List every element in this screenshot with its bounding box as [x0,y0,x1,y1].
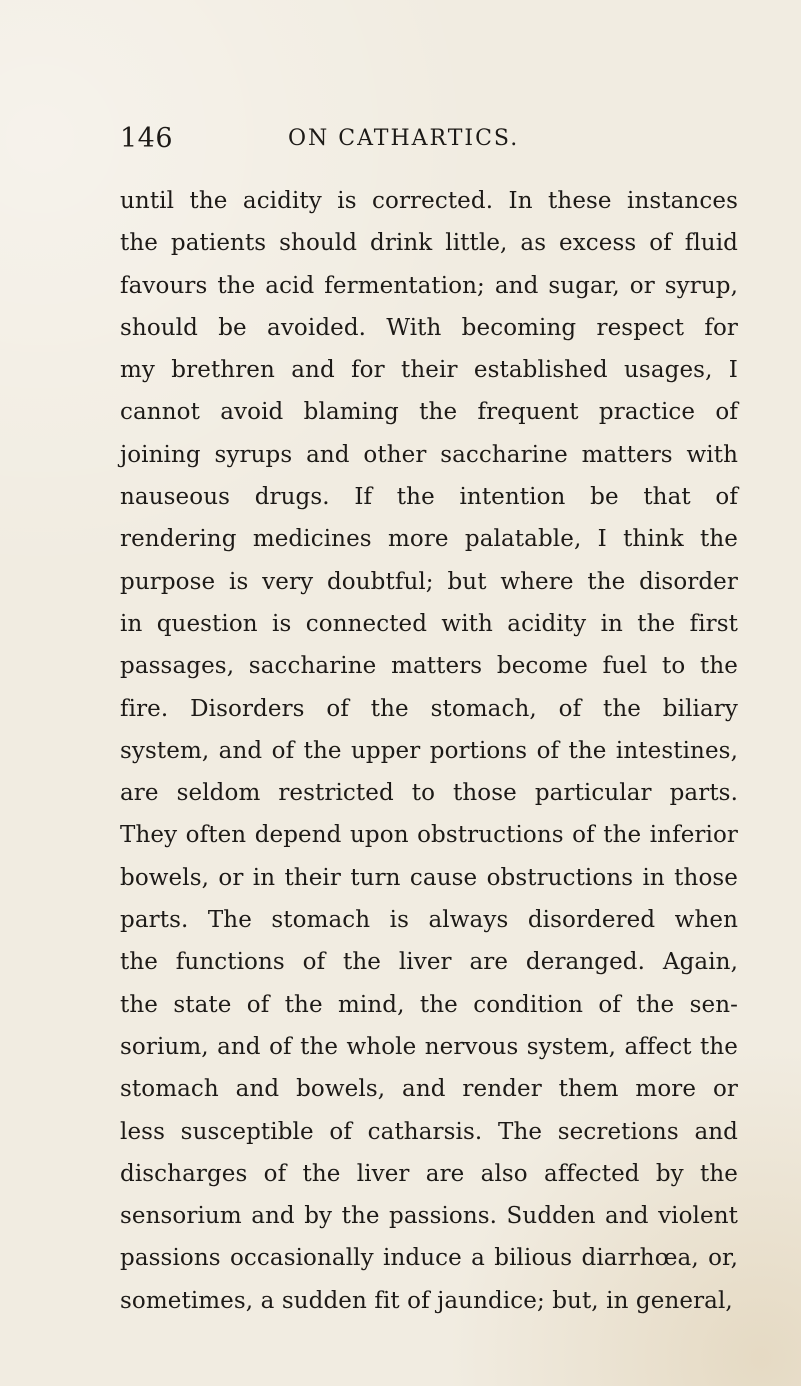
text-line: the state of the mind, the condition of the sen- [120,991,738,1018]
text-line: bowels, or in their turn cause obstructions in those [120,864,738,891]
text-line: cannot avoid blaming the frequent practice of [120,399,738,426]
text-line: until the acidity is corrected. In these instances [120,188,738,214]
text-line: sorium, and of the whole nervous system, affect the [120,1033,738,1060]
text-line: passions occasionally induce a bilious diarrhœa, or, [120,1245,738,1272]
text-line: nauseous drugs. If the intention be that of [120,484,738,511]
text-line: system, and of the upper portions of the intestines, [120,737,738,764]
text-line: rendering medicines more palatable, I think the [120,526,738,553]
text-line: the patients should drink little, as excess of fluid [120,230,738,257]
text-line: my brethren and for their established usages, I [120,357,738,384]
text-line: parts. The stomach is always disordered when [120,907,738,934]
text-line: passages, saccharine matters become fuel to the [120,653,738,680]
text-line: purpose is very doubtful; but where the disorder [120,568,738,595]
body-text [120,180,738,1322]
page-header [0,118,801,160]
text-line: in question is connected with acidity in the first [120,610,738,637]
text-line: favours the acid fermentation; and sugar, or syrup, [120,272,738,299]
text-line: sometimes, a sudden fit of jaundice; but, in general, [120,1287,733,1314]
text-line: are seldom restricted to those particular parts. [120,780,738,807]
page-number: 146 [120,123,174,154]
text-line: They often depend upon obstructions of the inferior [120,822,738,849]
running-title: ON CATHARTICS. [288,126,520,151]
text-line: the functions of the liver are deranged. Again, [120,949,738,976]
text-line: discharges of the liver are also affected by the [120,1160,738,1187]
text-line: joining syrups and other saccharine matters with [120,441,738,468]
text-line: stomach and bowels, and render them more or [120,1076,738,1103]
text-line: fire. Disorders of the stomach, of the biliary [120,695,738,722]
text-line: should be avoided. With becoming respect for [120,314,738,341]
text-line: sensorium and by the passions. Sudden and violent [120,1203,738,1230]
text-line: less susceptible of catharsis. The secretions and [120,1118,738,1145]
